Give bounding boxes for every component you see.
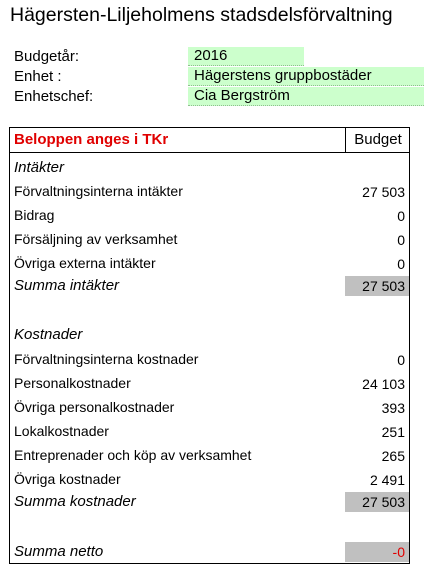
table-row: [10, 229, 409, 251]
budget-table: [9, 127, 410, 564]
row-value[interactable]: 0: [397, 208, 405, 224]
costs-sum-row: [10, 491, 409, 513]
row-label: Lokalkostnader: [14, 423, 109, 439]
row-value[interactable]: 0: [397, 232, 405, 248]
income-heading-row: [10, 157, 409, 179]
budgetyear-value[interactable]: 2016: [188, 47, 304, 66]
row-value[interactable]: 251: [381, 424, 405, 440]
row-label: Övriga kostnader: [14, 471, 121, 487]
row-label: Försäljning av verksamhet: [14, 231, 178, 247]
meta-row-unit: [14, 67, 414, 87]
page-title: Hägersten-Liljeholmens stadsdelsförvaltning: [10, 4, 393, 26]
costs-heading: Kostnader: [14, 326, 83, 343]
net-sum-row: [10, 541, 409, 563]
row-value[interactable]: 24 103: [362, 376, 405, 392]
row-value[interactable]: 393: [381, 400, 405, 416]
income-sum-value[interactable]: 27 503: [345, 276, 409, 296]
budgetyear-label: Budgetår:: [14, 48, 80, 65]
table-header: [10, 128, 409, 153]
row-label: Övriga personalkostnader: [14, 399, 175, 415]
income-sum-row: [10, 275, 409, 297]
table-row: [10, 445, 409, 467]
unit-value[interactable]: Hägerstens gruppbostäder: [188, 67, 424, 86]
costs-heading-row: [10, 324, 409, 346]
row-value[interactable]: 27 503: [362, 184, 405, 200]
row-label: Bidrag: [14, 207, 55, 223]
table-row: [10, 205, 409, 227]
manager-value[interactable]: Cia Bergström: [188, 87, 424, 106]
budget-column-header: Budget: [345, 128, 410, 152]
unit-label: Enhet :: [14, 68, 62, 85]
row-label: Övriga externa intäkter: [14, 255, 156, 271]
net-sum-value[interactable]: -0: [345, 542, 409, 562]
meta-row-manager: [14, 87, 414, 107]
table-row: [10, 253, 409, 275]
row-value[interactable]: 0: [397, 352, 405, 368]
row-value[interactable]: 2 491: [369, 472, 405, 488]
income-sum-label: Summa intäkter: [14, 277, 120, 294]
table-row: [10, 181, 409, 203]
table-row: [10, 397, 409, 419]
table-row: [10, 469, 409, 491]
row-label: Förvaltningsinterna intäkter: [14, 183, 183, 199]
manager-label: Enhetschef:: [14, 88, 94, 105]
row-value[interactable]: 0: [397, 256, 405, 272]
row-label: Förvaltningsinterna kostnader: [14, 351, 199, 367]
table-row: [10, 349, 409, 371]
row-value[interactable]: 265: [381, 448, 405, 464]
costs-sum-label: Summa kostnader: [14, 493, 136, 510]
costs-sum-value[interactable]: 27 503: [345, 492, 409, 512]
amount-unit-note: Beloppen anges i TKr: [14, 131, 169, 148]
row-label: Personalkostnader: [14, 375, 131, 391]
table-row: [10, 373, 409, 395]
row-label: Entreprenader och köp av verksamhet: [14, 447, 252, 463]
table-row: [10, 421, 409, 443]
income-heading: Intäkter: [14, 159, 65, 176]
meta-row-budgetyear: [14, 47, 414, 67]
net-sum-label: Summa netto: [14, 543, 104, 560]
